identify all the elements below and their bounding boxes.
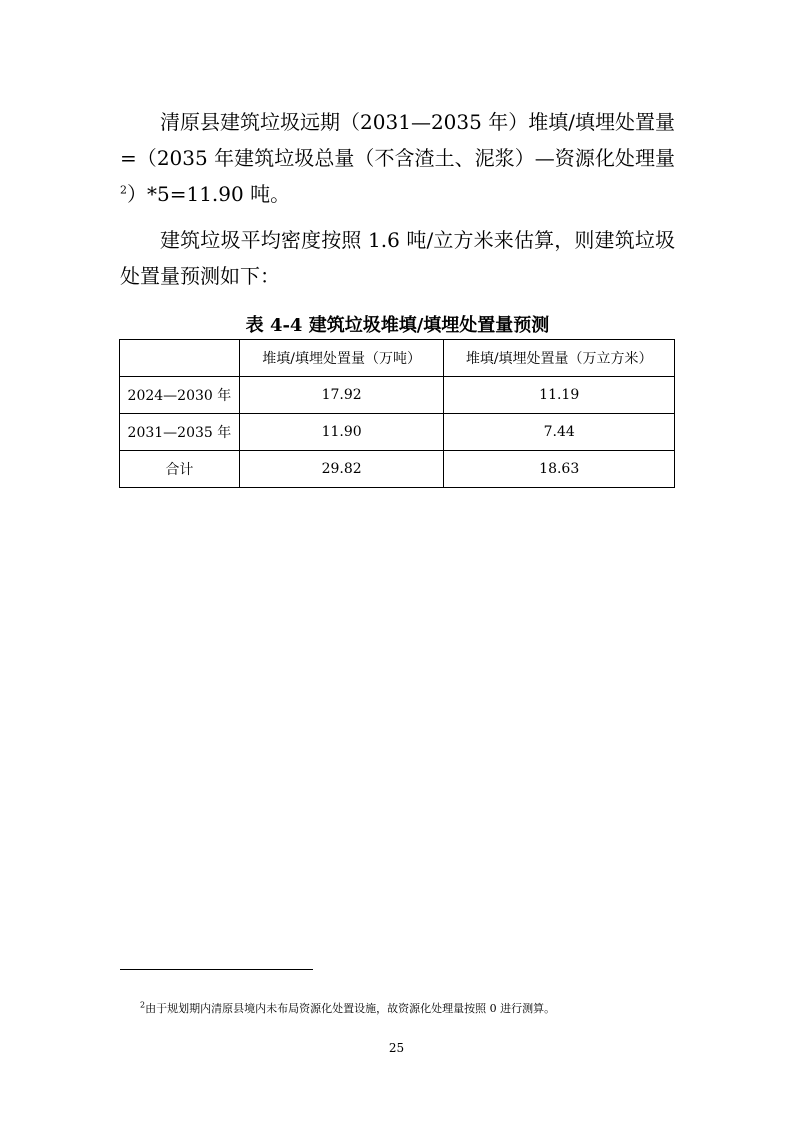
paragraph-density: 建筑垃圾平均密度按照 1.6 吨/立方米来估算，则建筑垃圾处置量预测如下： bbox=[120, 228, 675, 288]
table-row-total bbox=[120, 451, 675, 488]
table-row bbox=[120, 377, 675, 414]
table-header-cell bbox=[120, 340, 240, 377]
paragraph-text-tail: ）*5=11.90 吨。 bbox=[127, 182, 291, 206]
paragraph-disposal-formula bbox=[120, 104, 675, 212]
footnote-reference[interactable]: 2 bbox=[120, 183, 127, 197]
table-header-cell: 堆填/填埋处置量（万立方米） bbox=[444, 340, 675, 377]
table-cell: 17.92 bbox=[239, 377, 444, 414]
table-header-row bbox=[120, 340, 675, 377]
table-title: 表 4-4 建筑垃圾堆填/填埋处置量预测 bbox=[245, 315, 550, 336]
paragraph-text: 清原县建筑垃圾远期（2031—2035 年）堆填/填埋处置量=（2035 年建筑垃圾总量（不含渣土、泥浆）—资源化处理量 bbox=[120, 110, 675, 170]
footnote-marker: 2 bbox=[140, 1000, 146, 1010]
table-cell: 18.63 bbox=[444, 451, 675, 488]
table-cell: 7.44 bbox=[444, 414, 675, 451]
disposal-forecast-table bbox=[119, 339, 675, 488]
page-number: 25 bbox=[388, 1041, 405, 1055]
table-row-label: 2031—2035 年 bbox=[120, 414, 240, 451]
table-row-label: 合计 bbox=[120, 451, 240, 488]
footnote-text: 由于规划期内清原县境内未布局资源化处置设施，故资源化处理量按照 0 进行测算。 bbox=[145, 1002, 556, 1015]
table-row-label: 2024—2030 年 bbox=[120, 377, 240, 414]
table-row bbox=[120, 414, 675, 451]
footnote-separator bbox=[120, 969, 313, 970]
footnote bbox=[140, 1001, 680, 1017]
table-cell: 11.90 bbox=[239, 414, 444, 451]
table-cell: 11.19 bbox=[444, 377, 675, 414]
table-cell: 29.82 bbox=[239, 451, 444, 488]
table-header-cell: 堆填/填埋处置量（万吨） bbox=[239, 340, 444, 377]
